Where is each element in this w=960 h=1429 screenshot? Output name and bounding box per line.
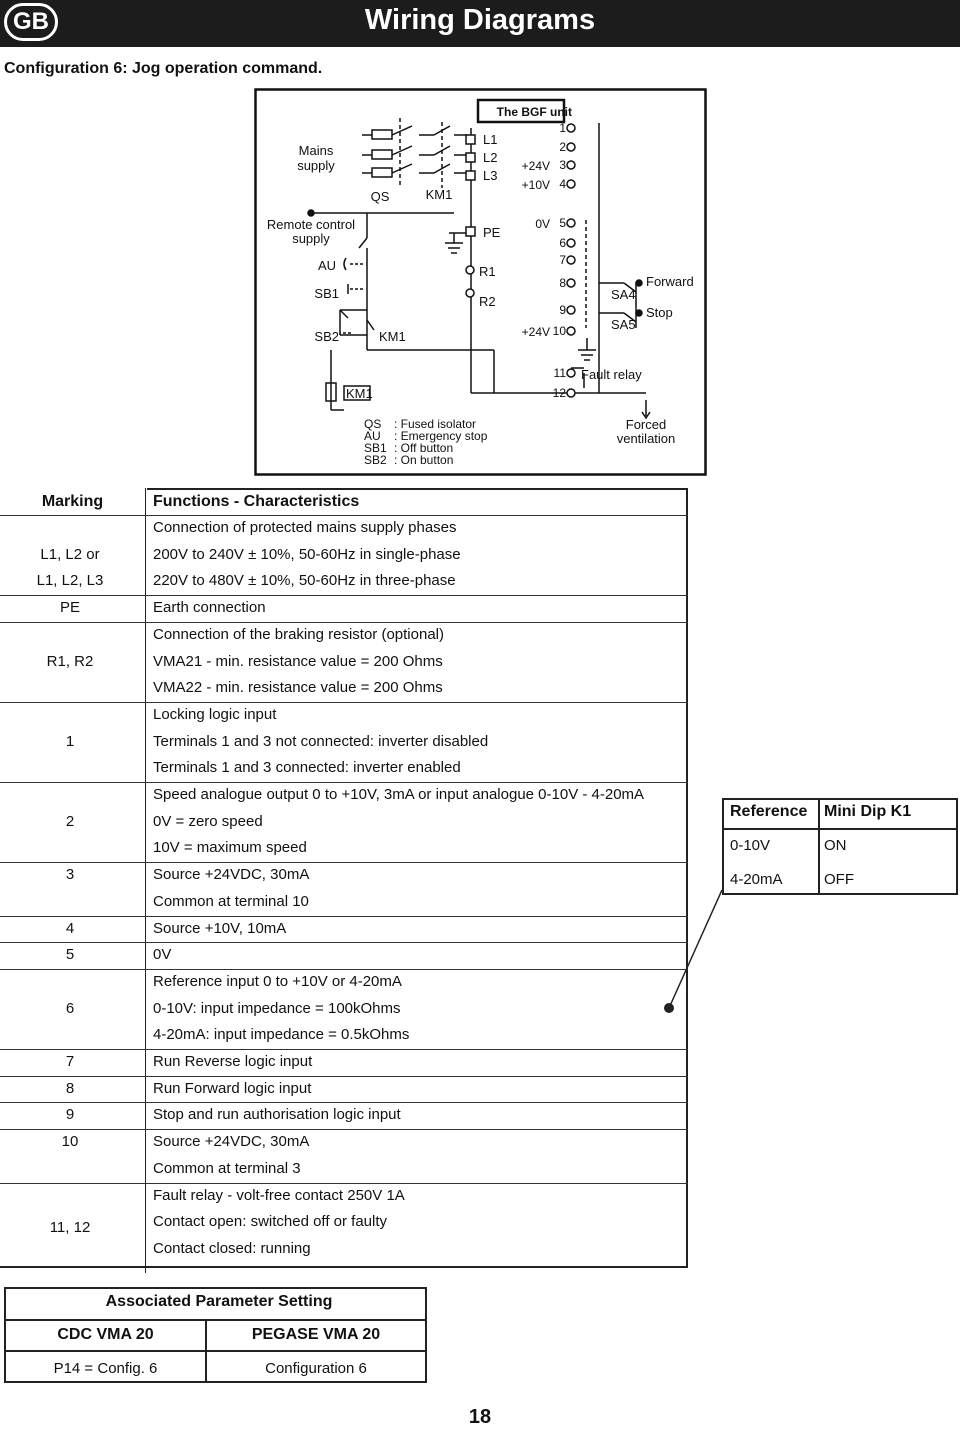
function-line: Contact closed: running — [153, 1239, 311, 1257]
legend-description: : Fused isolator — [394, 417, 477, 431]
dip-row-1-k1: ON — [824, 837, 847, 854]
terminal-11-circle — [567, 369, 575, 377]
terminal-12-number: 12 — [552, 386, 566, 400]
header-functions: Functions - Characteristics — [153, 493, 360, 510]
unit-title: The BGF unit — [496, 105, 572, 119]
terminal-1-number: 1 — [559, 121, 566, 135]
km1-contact-label: KM1 — [379, 329, 406, 344]
marking-label: 9 — [65, 1106, 75, 1124]
legend-code: AU — [364, 429, 381, 443]
qs-switch-2 — [392, 146, 412, 155]
sa4-label: SA4 — [611, 287, 636, 302]
marking-label: 2 — [65, 812, 75, 830]
parameter-table — [4, 1287, 427, 1383]
terminal-1-circle — [567, 124, 575, 132]
terminal-2-circle — [567, 143, 575, 151]
function-line: 220V to 480V ± 10%, 50-60Hz in three-phase — [153, 572, 456, 590]
unit-terminal-pe: PE — [483, 225, 501, 240]
terminal-9-number: 9 — [559, 303, 566, 317]
terminal-l2 — [466, 153, 475, 162]
function-line: Terminals 1 and 3 not connected: inverter disabled — [153, 732, 489, 750]
function-line: Fault relay - volt-free contact 250V 1A — [153, 1186, 405, 1204]
wiring-diagram — [254, 88, 707, 476]
sa5-label: SA5 — [611, 317, 636, 332]
unit-terminal-r2: R2 — [479, 294, 496, 309]
function-line: VMA21 - min. resistance value = 200 Ohms — [153, 652, 443, 670]
marking-label: 11, 12 — [49, 1218, 91, 1236]
legend-description: : Off button — [394, 441, 454, 455]
row-separator — [0, 916, 688, 917]
remote-supply-line1: Remote control — [266, 217, 356, 232]
terminal-4-circle — [567, 180, 575, 188]
table-column-divider — [145, 488, 146, 1273]
function-line: Reference input 0 to +10V or 4-20mA — [153, 972, 402, 990]
configuration-title: Configuration 6: Jog operation command. — [4, 60, 323, 77]
terminal-8-number: 8 — [559, 276, 566, 290]
function-line: Run Forward logic input — [153, 1079, 312, 1097]
terminal-4-number: 4 — [559, 177, 566, 191]
function-line: Stop and run authorisation logic input — [153, 1106, 401, 1124]
marking-label: L1, L2, L3 — [36, 572, 104, 590]
terminal-6-number: 6 — [559, 236, 566, 250]
voltage-0v: 0V — [535, 217, 550, 231]
terminal-12-circle — [567, 389, 575, 397]
unit-terminal-l1: L1 — [483, 132, 498, 147]
voltage-24v-bottom: +24V — [521, 325, 550, 339]
qs-switch-3 — [392, 164, 412, 173]
page-title: Wiring Diagrams — [364, 4, 596, 36]
function-line: Run Reverse logic input — [153, 1053, 313, 1070]
param-value-pegase: Configuration 6 — [265, 1360, 367, 1377]
function-line: Source +24VDC, 30mA — [153, 1133, 310, 1151]
forced-ventilation-line2: ventilation — [616, 431, 676, 446]
terminal-6-circle — [567, 239, 575, 247]
param-value-cdc: P14 = Config. 6 — [53, 1360, 158, 1377]
function-line: 10V = maximum speed — [153, 839, 307, 857]
marking-label: PE — [59, 599, 80, 617]
function-line: 0-10V: input impedance = 100kOhms — [153, 999, 401, 1017]
param-title: Associated Parameter Setting — [105, 1293, 333, 1310]
marking-label: 7 — [65, 1053, 75, 1070]
function-line: Locking logic input — [153, 705, 277, 723]
forward-label: Forward — [646, 274, 694, 289]
fault-relay-label: Fault relay — [581, 367, 642, 382]
sb1-label: SB1 — [314, 286, 339, 301]
dip-header-k1: Mini Dip K1 — [824, 803, 912, 820]
function-line: Connection of protected mains supply phases — [153, 519, 457, 536]
remote-supply-line2: supply — [292, 231, 330, 246]
marking-label: 4 — [65, 919, 75, 937]
function-line: 0V — [153, 946, 172, 964]
row-separator — [0, 622, 688, 623]
fuse-1 — [372, 130, 392, 139]
function-line: 4-20mA: input impedance = 0.5kOhms — [153, 1026, 410, 1044]
mains-supply-line2: supply — [297, 158, 335, 173]
marking-label: 8 — [65, 1079, 75, 1097]
terminal-5-number: 5 — [559, 216, 566, 230]
km1-top-label: KM1 — [425, 187, 453, 202]
dip-row-2-k1: OFF — [824, 871, 854, 888]
param-title-divider — [6, 1319, 425, 1321]
row-separator — [0, 702, 688, 703]
terminal-7-number: 7 — [559, 253, 566, 267]
terminal-10-number: 10 — [552, 324, 566, 338]
terminal-r2 — [466, 289, 474, 297]
terminal-circles — [567, 124, 575, 397]
stop-label: Stop — [646, 305, 673, 320]
forced-ventilation-line1: Forced — [625, 417, 667, 432]
terminal-5-circle — [567, 219, 575, 227]
param-header-divider — [6, 1350, 425, 1352]
row-separator — [0, 595, 688, 596]
unit-terminal-l2: L2 — [483, 150, 498, 165]
km1-hold-contact — [367, 320, 374, 330]
fuse-3 — [372, 168, 392, 177]
table-bottom-border — [0, 1266, 688, 1268]
dip-connector — [660, 890, 750, 1020]
marking-table — [0, 488, 688, 1273]
function-line: 200V to 240V ± 10%, 50-60Hz in single-phase — [153, 545, 461, 563]
function-line: VMA22 - min. resistance value = 200 Ohms — [153, 679, 443, 697]
row-separator — [0, 862, 688, 863]
terminal-l1 — [466, 135, 475, 144]
function-line: Common at terminal 10 — [153, 892, 309, 910]
row-separator — [0, 515, 688, 516]
marking-label: 5 — [65, 946, 75, 964]
marking-label: 6 — [65, 999, 75, 1017]
mini-dip-table — [722, 798, 958, 895]
function-line: Common at terminal 3 — [153, 1159, 301, 1177]
terminal-r1 — [466, 266, 474, 274]
header-marking: Marking — [41, 493, 104, 510]
dip-header-reference: Reference — [730, 803, 808, 820]
terminal-2-number: 2 — [559, 140, 566, 154]
function-line: 0V = zero speed — [153, 812, 263, 830]
mains-supply-line1: Mains — [298, 143, 334, 158]
function-line: Connection of the braking resistor (optional) — [153, 625, 444, 643]
terminal-11-number: 11 — [553, 366, 566, 380]
dip-row-1-reference: 0-10V — [730, 837, 771, 854]
row-separator — [0, 1076, 688, 1077]
au-actuator — [344, 258, 346, 270]
dip-header-divider — [724, 828, 956, 830]
function-line: Contact open: switched off or faulty — [153, 1213, 388, 1231]
legend-code: QS — [364, 417, 382, 431]
terminal-3-circle — [567, 161, 575, 169]
page-number: 18 — [468, 1406, 492, 1428]
terminal-l3 — [466, 171, 475, 180]
function-line: Source +24VDC, 30mA — [153, 866, 310, 884]
qs-switch-1 — [392, 126, 412, 135]
terminal-10-circle — [567, 327, 575, 335]
marking-label: 3 — [65, 866, 75, 884]
marking-label: R1, R2 — [46, 652, 94, 670]
legend-code: SB2 — [364, 453, 387, 467]
terminal-pe — [466, 227, 475, 236]
row-separator — [0, 1129, 688, 1130]
row-separator — [0, 1183, 688, 1184]
terminal-9-circle — [567, 306, 575, 314]
marking-label: 10 — [61, 1133, 79, 1151]
dip-row-2-reference: 4-20mA — [730, 871, 783, 888]
row-separator — [0, 782, 688, 783]
row-separator — [0, 942, 688, 943]
marking-label: 1 — [65, 732, 75, 750]
km1-coil-label: KM1 — [346, 386, 373, 401]
marking-label: L1, L2 or — [40, 545, 100, 563]
unit-terminal-l3: L3 — [483, 168, 498, 183]
row-separator — [0, 1049, 688, 1050]
qs-label: QS — [370, 189, 390, 204]
voltage-10v: +10V — [521, 178, 550, 192]
param-col-cdc: CDC VMA 20 — [57, 1326, 154, 1343]
legend-description: : On button — [394, 453, 454, 467]
function-line: Earth connection — [153, 599, 266, 617]
sb2-label: SB2 — [314, 329, 339, 344]
au-label: AU — [317, 258, 336, 273]
row-separator — [0, 969, 688, 970]
function-line: Speed analogue output 0 to +10V, 3mA or input analogue 0-10V - 4-20mA — [153, 786, 645, 803]
terminal-8-circle — [567, 279, 575, 287]
function-line: Source +10V, 10mA — [153, 919, 287, 937]
legend-code: SB1 — [364, 441, 387, 455]
terminal-7-circle — [567, 256, 575, 264]
table-right-border — [686, 488, 688, 1267]
row-separator — [0, 1102, 688, 1103]
param-col-pegase: PEGASE VMA 20 — [251, 1326, 381, 1343]
unit-terminal-r1: R1 — [479, 264, 496, 279]
terminal-3-number: 3 — [559, 158, 566, 172]
legend-description: : Emergency stop — [394, 429, 488, 443]
function-line: Terminals 1 and 3 connected: inverter enabled — [153, 759, 461, 777]
language-badge: GB — [4, 3, 58, 41]
voltage-24v-top: +24V — [521, 159, 550, 173]
fuse-2 — [372, 150, 392, 159]
